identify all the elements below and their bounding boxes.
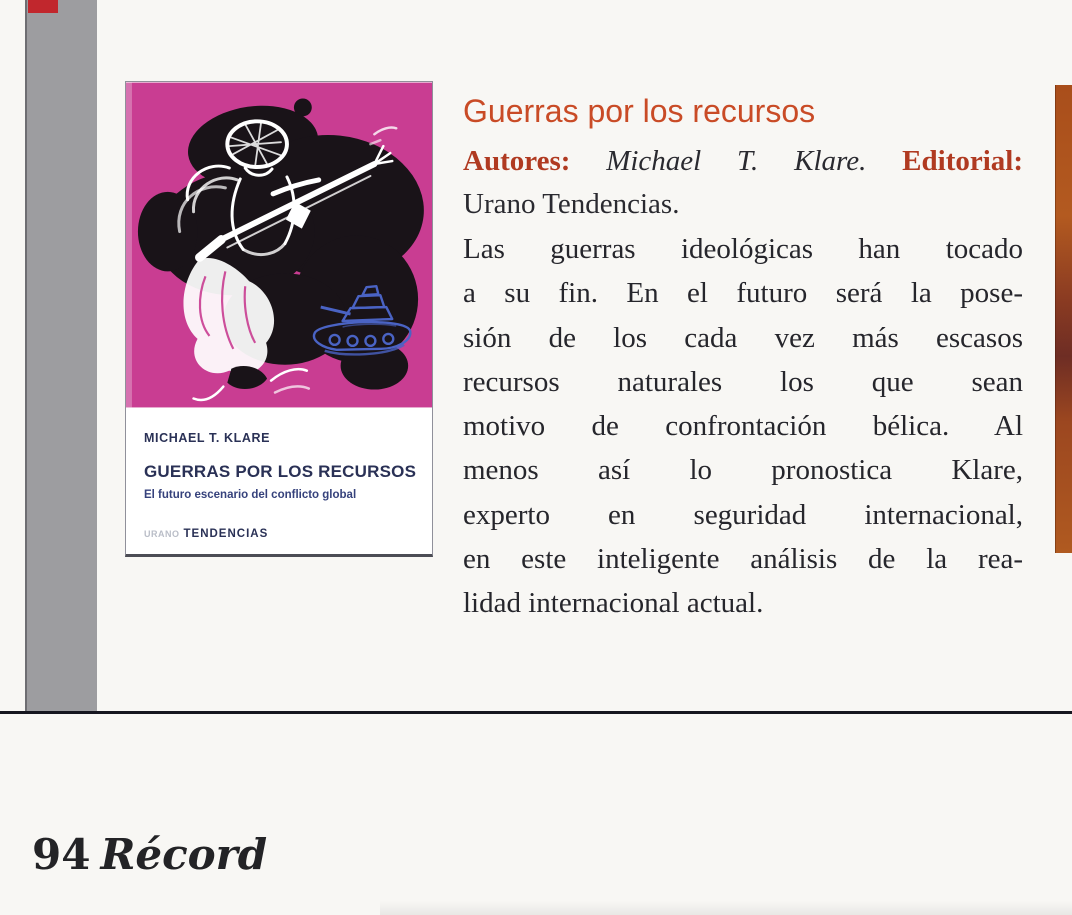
review-title: Guerras por los recursos (463, 93, 816, 129)
review-body-line: en este inteligente análisis de la rea- (463, 543, 1023, 576)
publisher-logo-urano: URANO (144, 529, 180, 539)
review-body (463, 227, 1023, 626)
book-author: MICHAEL T. KLARE (144, 431, 271, 445)
page-number: 94 (32, 830, 91, 879)
adjacent-page-edge (1055, 85, 1072, 553)
review-byline (463, 140, 1023, 183)
book-subtitle: El futuro escenario del conflicto global (144, 489, 357, 501)
review-body-line: experto en seguridad internacional, (463, 498, 1023, 531)
editorial-label: Editorial: (902, 145, 1024, 177)
book-cover-info (126, 408, 432, 554)
left-margin-bar (25, 0, 97, 712)
publisher-logo-collection: TENDENCIAS (183, 528, 269, 540)
review-body-line: sión de los cada vez más escasos (463, 321, 1023, 354)
review-body-line: motivo de confrontación bélica. Al (463, 410, 1023, 443)
scan-smudge (380, 901, 1072, 915)
review-body-line: menos así lo pronostica Klare, (463, 454, 1023, 487)
horizontal-rule (0, 711, 1072, 714)
book-title: GUERRAS POR LOS RECURSOS (144, 462, 417, 481)
editorial-value: Urano Tendencias. (463, 188, 680, 220)
book-cover (125, 81, 433, 557)
page-footer (32, 830, 267, 879)
magazine-name: Récord (100, 830, 268, 879)
review-body-line: a su fin. En el futuro será la pose- (463, 277, 1023, 310)
review-body-line: recursos naturales los que sean (463, 365, 1023, 398)
book-cover-art (126, 82, 432, 408)
authors-value: Michael T. Klare. (606, 145, 867, 177)
authors-label: Autores: (463, 145, 571, 177)
corner-mark (28, 0, 58, 13)
review-column (463, 92, 1023, 626)
publisher-logo (144, 528, 268, 540)
review-body-line: lidad internacional actual. (463, 587, 764, 620)
review-body-line: Las guerras ideológicas han tocado (463, 233, 1023, 265)
